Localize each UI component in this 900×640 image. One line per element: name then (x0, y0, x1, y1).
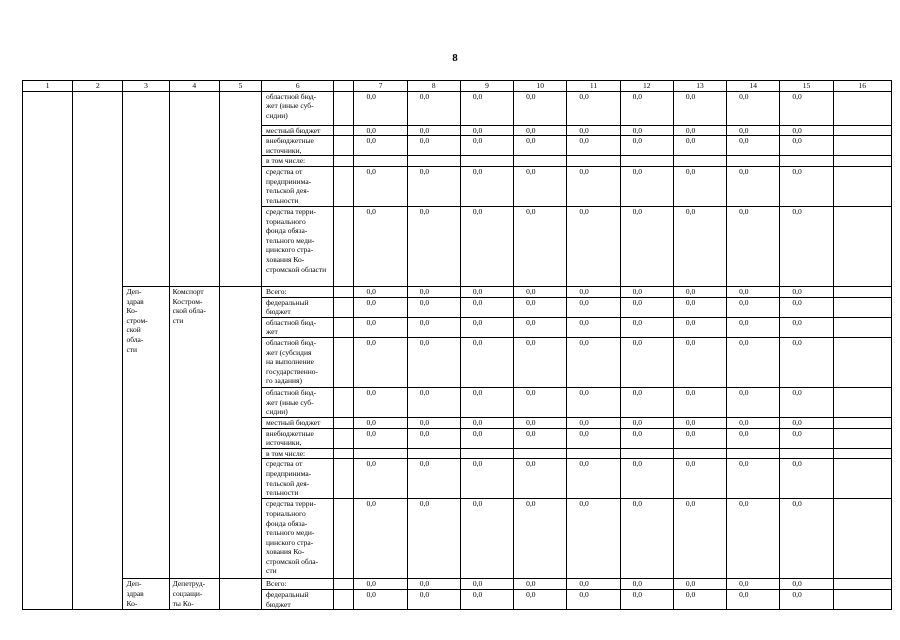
value-cell: 0,0 (514, 387, 567, 417)
value-cell (673, 156, 726, 167)
value-cell: 0,0 (460, 317, 513, 337)
value-cell: 0,0 (407, 428, 460, 448)
col-5-cell (219, 579, 261, 610)
value-cell: 0,0 (620, 428, 673, 448)
value-cell: 0,0 (620, 136, 673, 156)
funding-source-label: средства от предпринима- тельской дея- тельности (262, 459, 334, 499)
value-cell: 0,0 (673, 579, 726, 590)
value-cell: 0,0 (460, 206, 513, 286)
col-blank-cell (334, 589, 354, 609)
value-cell: 0,0 (460, 428, 513, 448)
column-number-10: 9 (460, 81, 513, 92)
value-cell: 0,0 (620, 459, 673, 499)
value-cell (460, 156, 513, 167)
value-cell: 0,0 (567, 459, 620, 499)
col-blank-cell (334, 428, 354, 448)
value-cell: 0,0 (407, 589, 460, 609)
value-cell: 0,0 (727, 317, 780, 337)
col-16-cell (833, 417, 891, 428)
col-blank-cell (334, 387, 354, 417)
value-cell (727, 156, 780, 167)
table-row (23, 91, 892, 125)
value-cell: 0,0 (673, 286, 726, 297)
column-number-9: 8 (407, 81, 460, 92)
responsible-executor: Деп- здрав Ко- (123, 579, 169, 610)
value-cell: 0,0 (727, 417, 780, 428)
value-cell: 0,0 (567, 579, 620, 590)
value-cell: 0,0 (514, 206, 567, 286)
value-cell: 0,0 (567, 499, 620, 579)
value-cell: 0,0 (514, 579, 567, 590)
value-cell: 0,0 (567, 125, 620, 136)
funding-source-label: средства терри- ториального фонда обяза- тельного меди- цинского стра- хования Ко- стромской обла- сти (262, 499, 334, 579)
value-cell (567, 448, 620, 459)
value-cell: 0,0 (673, 428, 726, 448)
value-cell: 0,0 (567, 297, 620, 317)
column-number-8: 7 (354, 81, 407, 92)
value-cell: 0,0 (620, 206, 673, 286)
table-body (23, 91, 892, 610)
value-cell: 0,0 (407, 459, 460, 499)
value-cell: 0,0 (354, 499, 407, 579)
value-cell: 0,0 (727, 125, 780, 136)
value-cell: 0,0 (460, 387, 513, 417)
value-cell: 0,0 (620, 579, 673, 590)
col-blank-cell (334, 448, 354, 459)
column-number-7 (334, 81, 354, 92)
value-cell (780, 448, 833, 459)
value-cell (567, 156, 620, 167)
col-16-cell (833, 337, 891, 387)
value-cell: 0,0 (673, 136, 726, 156)
funding-source-label: внебюджетные источники, (262, 428, 334, 448)
col-blank-cell (334, 125, 354, 136)
value-cell: 0,0 (354, 579, 407, 590)
column-number-15: 14 (727, 81, 780, 92)
funding-source-label: средства терри- ториального фонда обяза- тельного меди- цинского стра- хования Ко- стромской области (262, 206, 334, 286)
value-cell: 0,0 (620, 286, 673, 297)
funding-source-label: местный бюджет (262, 125, 334, 136)
value-cell: 0,0 (460, 417, 513, 428)
col-16-cell (833, 317, 891, 337)
value-cell: 0,0 (673, 499, 726, 579)
value-cell: 0,0 (514, 125, 567, 136)
value-cell: 0,0 (780, 589, 833, 609)
col-blank-cell (334, 579, 354, 590)
value-cell: 0,0 (514, 417, 567, 428)
value-cell (514, 448, 567, 459)
value-cell (620, 156, 673, 167)
value-cell: 0,0 (407, 317, 460, 337)
value-cell: 0,0 (354, 428, 407, 448)
value-cell: 0,0 (567, 337, 620, 387)
value-cell: 0,0 (567, 286, 620, 297)
value-cell: 0,0 (780, 579, 833, 590)
value-cell: 0,0 (407, 91, 460, 125)
value-cell: 0,0 (460, 589, 513, 609)
column-number-12: 11 (567, 81, 620, 92)
funding-source-label: внебюджетные источники, (262, 136, 334, 156)
page-number: 8 (452, 52, 458, 64)
col-blank-cell (334, 206, 354, 286)
value-cell: 0,0 (514, 166, 567, 206)
value-cell: 0,0 (780, 459, 833, 499)
value-cell: 0,0 (620, 499, 673, 579)
value-cell: 0,0 (460, 297, 513, 317)
value-cell: 0,0 (673, 417, 726, 428)
funding-source-label: Всего: (262, 579, 334, 590)
value-cell: 0,0 (514, 286, 567, 297)
value-cell: 0,0 (727, 286, 780, 297)
col-16-cell (833, 428, 891, 448)
value-cell: 0,0 (407, 387, 460, 417)
value-cell: 0,0 (620, 91, 673, 125)
value-cell: 0,0 (407, 417, 460, 428)
value-cell: 0,0 (727, 589, 780, 609)
funding-source-label: областной бюд- жет (иные суб- сидии) (262, 387, 334, 417)
value-cell: 0,0 (567, 589, 620, 609)
col-blank-cell (334, 91, 354, 125)
funding-source-label: федеральный бюджет (262, 589, 334, 609)
column-number-11: 10 (514, 81, 567, 92)
col-16-cell (833, 286, 891, 297)
value-cell: 0,0 (567, 136, 620, 156)
value-cell: 0,0 (460, 136, 513, 156)
value-cell: 0,0 (673, 166, 726, 206)
value-cell: 0,0 (354, 417, 407, 428)
value-cell: 0,0 (727, 166, 780, 206)
col-16-cell (833, 448, 891, 459)
column-number-14: 13 (673, 81, 726, 92)
value-cell: 0,0 (620, 317, 673, 337)
responsible-executor (123, 91, 169, 286)
value-cell: 0,0 (460, 91, 513, 125)
value-cell: 0,0 (354, 317, 407, 337)
value-cell: 0,0 (460, 125, 513, 136)
value-cell: 0,0 (780, 166, 833, 206)
value-cell: 0,0 (780, 387, 833, 417)
value-cell: 0,0 (514, 459, 567, 499)
value-cell: 0,0 (514, 297, 567, 317)
value-cell: 0,0 (514, 499, 567, 579)
value-cell: 0,0 (514, 317, 567, 337)
co-executor: Депетруд- соцзащи- ты Ко- (169, 579, 219, 610)
value-cell (727, 448, 780, 459)
funding-source-label: Всего: (262, 286, 334, 297)
value-cell: 0,0 (354, 589, 407, 609)
value-cell: 0,0 (354, 337, 407, 387)
value-cell: 0,0 (460, 166, 513, 206)
value-cell: 0,0 (620, 125, 673, 136)
value-cell: 0,0 (407, 297, 460, 317)
col-16-cell (833, 589, 891, 609)
col-16-cell (833, 387, 891, 417)
funding-source-label: областной бюд- жет (субсидия на выполнение государственно- го задания) (262, 337, 334, 387)
value-cell: 0,0 (460, 579, 513, 590)
value-cell: 0,0 (673, 337, 726, 387)
value-cell: 0,0 (673, 206, 726, 286)
col-blank-cell (334, 317, 354, 337)
value-cell: 0,0 (727, 428, 780, 448)
funding-source-label: средства от предпринима- тельской дея- тельности (262, 166, 334, 206)
value-cell: 0,0 (780, 125, 833, 136)
value-cell: 0,0 (727, 136, 780, 156)
value-cell: 0,0 (727, 387, 780, 417)
value-cell (620, 448, 673, 459)
value-cell (354, 156, 407, 167)
value-cell: 0,0 (727, 459, 780, 499)
funding-source-label: в том числе: (262, 156, 334, 167)
value-cell: 0,0 (567, 428, 620, 448)
value-cell: 0,0 (673, 125, 726, 136)
value-cell: 0,0 (727, 499, 780, 579)
value-cell: 0,0 (673, 387, 726, 417)
col-2-cell (73, 91, 123, 610)
column-number-13: 12 (620, 81, 673, 92)
funding-source-label: в том числе: (262, 448, 334, 459)
value-cell: 0,0 (567, 387, 620, 417)
value-cell: 0,0 (620, 337, 673, 387)
value-cell: 0,0 (354, 297, 407, 317)
column-number-header (23, 81, 892, 92)
value-cell: 0,0 (407, 166, 460, 206)
co-executor (169, 91, 219, 286)
value-cell: 0,0 (673, 317, 726, 337)
value-cell: 0,0 (727, 206, 780, 286)
funding-source-label: областной бюд- жет (иные суб- сидии) (262, 91, 334, 125)
value-cell (407, 156, 460, 167)
value-cell: 0,0 (407, 136, 460, 156)
col-16-cell (833, 166, 891, 206)
value-cell: 0,0 (407, 286, 460, 297)
col-blank-cell (334, 286, 354, 297)
col-blank-cell (334, 417, 354, 428)
value-cell: 0,0 (567, 417, 620, 428)
column-number-17: 16 (833, 81, 891, 92)
funding-source-label: федеральный бюджет (262, 297, 334, 317)
col-16-cell (833, 499, 891, 579)
col-16-cell (833, 156, 891, 167)
value-cell: 0,0 (354, 387, 407, 417)
col-16-cell (833, 206, 891, 286)
value-cell: 0,0 (354, 459, 407, 499)
col-5-cell (219, 91, 261, 286)
value-cell: 0,0 (407, 206, 460, 286)
value-cell: 0,0 (460, 286, 513, 297)
value-cell: 0,0 (354, 166, 407, 206)
value-cell: 0,0 (407, 499, 460, 579)
value-cell: 0,0 (354, 136, 407, 156)
value-cell: 0,0 (780, 428, 833, 448)
value-cell: 0,0 (780, 91, 833, 125)
funding-source-label: местный бюджет (262, 417, 334, 428)
column-number-5: 5 (219, 81, 261, 92)
col-16-cell (833, 459, 891, 499)
column-number-6: 6 (262, 81, 334, 92)
value-cell (460, 448, 513, 459)
value-cell: 0,0 (514, 337, 567, 387)
responsible-executor: Деп- здрав Ко- стром- ской обла- сти (123, 286, 169, 578)
value-cell: 0,0 (780, 136, 833, 156)
col-16-cell (833, 125, 891, 136)
value-cell: 0,0 (620, 589, 673, 609)
col-blank-cell (334, 499, 354, 579)
value-cell: 0,0 (514, 428, 567, 448)
column-number-3: 3 (123, 81, 169, 92)
col-1-cell (23, 91, 73, 610)
value-cell: 0,0 (673, 297, 726, 317)
value-cell: 0,0 (780, 297, 833, 317)
col-5-cell (219, 286, 261, 578)
value-cell: 0,0 (514, 136, 567, 156)
value-cell: 0,0 (460, 499, 513, 579)
budget-table (22, 80, 892, 610)
value-cell: 0,0 (407, 337, 460, 387)
value-cell: 0,0 (620, 297, 673, 317)
col-16-cell (833, 136, 891, 156)
value-cell (673, 448, 726, 459)
value-cell: 0,0 (354, 91, 407, 125)
value-cell: 0,0 (780, 206, 833, 286)
column-number-16: 15 (780, 81, 833, 92)
value-cell: 0,0 (514, 589, 567, 609)
value-cell: 0,0 (727, 337, 780, 387)
value-cell: 0,0 (460, 337, 513, 387)
col-blank-cell (334, 337, 354, 387)
value-cell: 0,0 (407, 579, 460, 590)
value-cell: 0,0 (780, 337, 833, 387)
value-cell: 0,0 (727, 297, 780, 317)
col-blank-cell (334, 459, 354, 499)
value-cell: 0,0 (673, 589, 726, 609)
value-cell: 0,0 (354, 125, 407, 136)
col-blank-cell (334, 297, 354, 317)
value-cell: 0,0 (620, 417, 673, 428)
value-cell: 0,0 (780, 417, 833, 428)
value-cell: 0,0 (673, 459, 726, 499)
value-cell: 0,0 (727, 91, 780, 125)
value-cell: 0,0 (780, 286, 833, 297)
value-cell: 0,0 (567, 91, 620, 125)
table-row (23, 579, 892, 590)
value-cell: 0,0 (620, 166, 673, 206)
value-cell: 0,0 (673, 91, 726, 125)
value-cell (407, 448, 460, 459)
value-cell: 0,0 (567, 206, 620, 286)
value-cell: 0,0 (727, 579, 780, 590)
column-number-1: 1 (23, 81, 73, 92)
value-cell: 0,0 (567, 317, 620, 337)
co-executor: Комспорт Костром- ской обла- сти (169, 286, 219, 578)
funding-source-label: областной бюд- жет (262, 317, 334, 337)
value-cell: 0,0 (407, 125, 460, 136)
col-blank-cell (334, 136, 354, 156)
col-16-cell (833, 91, 891, 125)
value-cell: 0,0 (460, 459, 513, 499)
value-cell: 0,0 (354, 286, 407, 297)
value-cell: 0,0 (514, 91, 567, 125)
value-cell (354, 448, 407, 459)
value-cell (780, 156, 833, 167)
col-16-cell (833, 579, 891, 590)
column-number-2: 2 (73, 81, 123, 92)
value-cell: 0,0 (354, 206, 407, 286)
value-cell: 0,0 (780, 499, 833, 579)
value-cell (514, 156, 567, 167)
table-row (23, 286, 892, 297)
col-16-cell (833, 297, 891, 317)
value-cell: 0,0 (620, 387, 673, 417)
column-number-4: 4 (169, 81, 219, 92)
col-blank-cell (334, 166, 354, 206)
value-cell: 0,0 (567, 166, 620, 206)
col-blank-cell (334, 156, 354, 167)
value-cell: 0,0 (780, 317, 833, 337)
